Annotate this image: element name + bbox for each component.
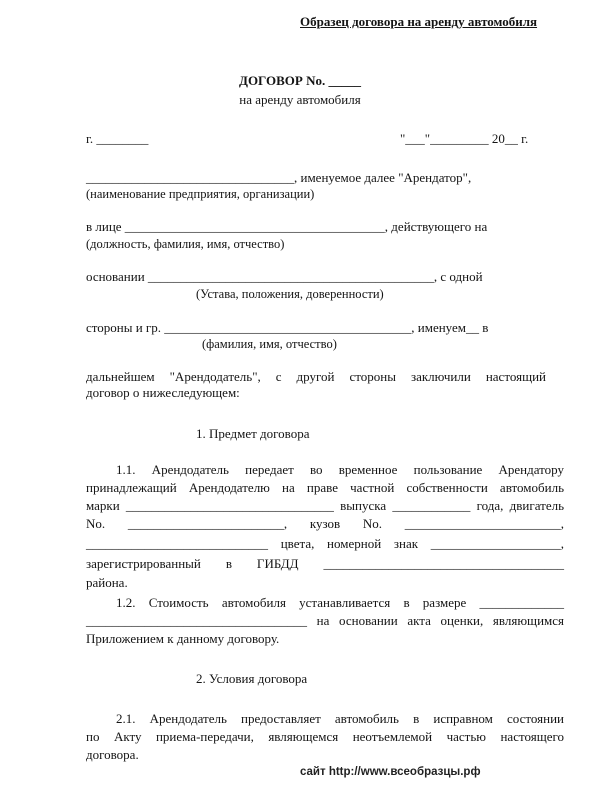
section-1-heading: 1. Предмет договора xyxy=(196,426,310,441)
contract-date: "___"_________ 20__ г. xyxy=(400,131,529,146)
sample-title: Образец договора на аренду автомобиля xyxy=(300,14,538,29)
landlord-line: стороны и гр. ______________________________________, именуем__ в xyxy=(86,320,489,335)
clause-1-1-line-6: зарегистрированный в ГИБДД _____________________________________ xyxy=(86,556,564,571)
clause-1-1-line-7: района. xyxy=(86,575,128,590)
contract-title: ДОГОВОР No. _____ xyxy=(239,73,361,88)
landlord-note: (фамилия, имя, отчество) xyxy=(202,337,337,351)
section-2-heading: 2. Условия договора xyxy=(196,671,308,686)
tenant-represented-line: в лице ________________________________________, действующего на xyxy=(86,219,488,234)
clause-1-2-line-2: __________________________________ на основании акта оценки, являющимся xyxy=(86,613,564,628)
tenant-basis-note: (Устава, положения, доверенности) xyxy=(196,287,384,301)
contract-city: г. ________ xyxy=(86,131,149,146)
clause-1-2-line-3: Приложением к данному договору. xyxy=(86,631,280,646)
clause-1-1-line-2: принадлежащий Арендодателю на праве частной собственности автомобиль xyxy=(86,480,564,495)
tenant-represented-note: (должность, фамилия, имя, отчество) xyxy=(86,237,285,251)
clause-1-1-line-3: марки ________________________________ выпуска ____________ года, двигатель xyxy=(86,498,564,513)
contract-subtitle: на аренду автомобиля xyxy=(239,92,361,107)
clause-1-2-line-1: 1.2. Стоимость автомобиля устанавливается в размере _____________ xyxy=(116,595,564,610)
agreement-line-2: договор о нижеследующем: xyxy=(86,385,240,400)
tenant-line: ________________________________, именуемое далее "Арендатор", xyxy=(86,170,472,185)
clause-1-1-line-5: ____________________________ цвета, номерной знак ____________________, xyxy=(86,536,564,551)
clause-2-1-line-3: договора. xyxy=(86,747,139,762)
tenant-note: (наименование предприятия, организации) xyxy=(86,187,315,201)
tenant-basis-line: основании ____________________________________________, с одной xyxy=(86,269,483,284)
site-footer: сайт http://www.всеобразцы.рф xyxy=(300,766,481,778)
clause-2-1-line-2: по Акту приема-передачи, являющемся неотъемлемой частью настоящего xyxy=(86,729,564,744)
clause-1-1-line-4: No. ________________________, кузов No. ________________________, xyxy=(86,516,564,531)
agreement-line: дальнейшем "Арендодатель", с другой стороны заключили настоящий xyxy=(86,369,546,384)
clause-2-1-line-1: 2.1. Арендодатель предоставляет автомобиль в исправном состоянии xyxy=(116,711,564,726)
clause-1-1-line-1: 1.1. Арендодатель передает во временное пользование Арендатору xyxy=(116,462,564,477)
